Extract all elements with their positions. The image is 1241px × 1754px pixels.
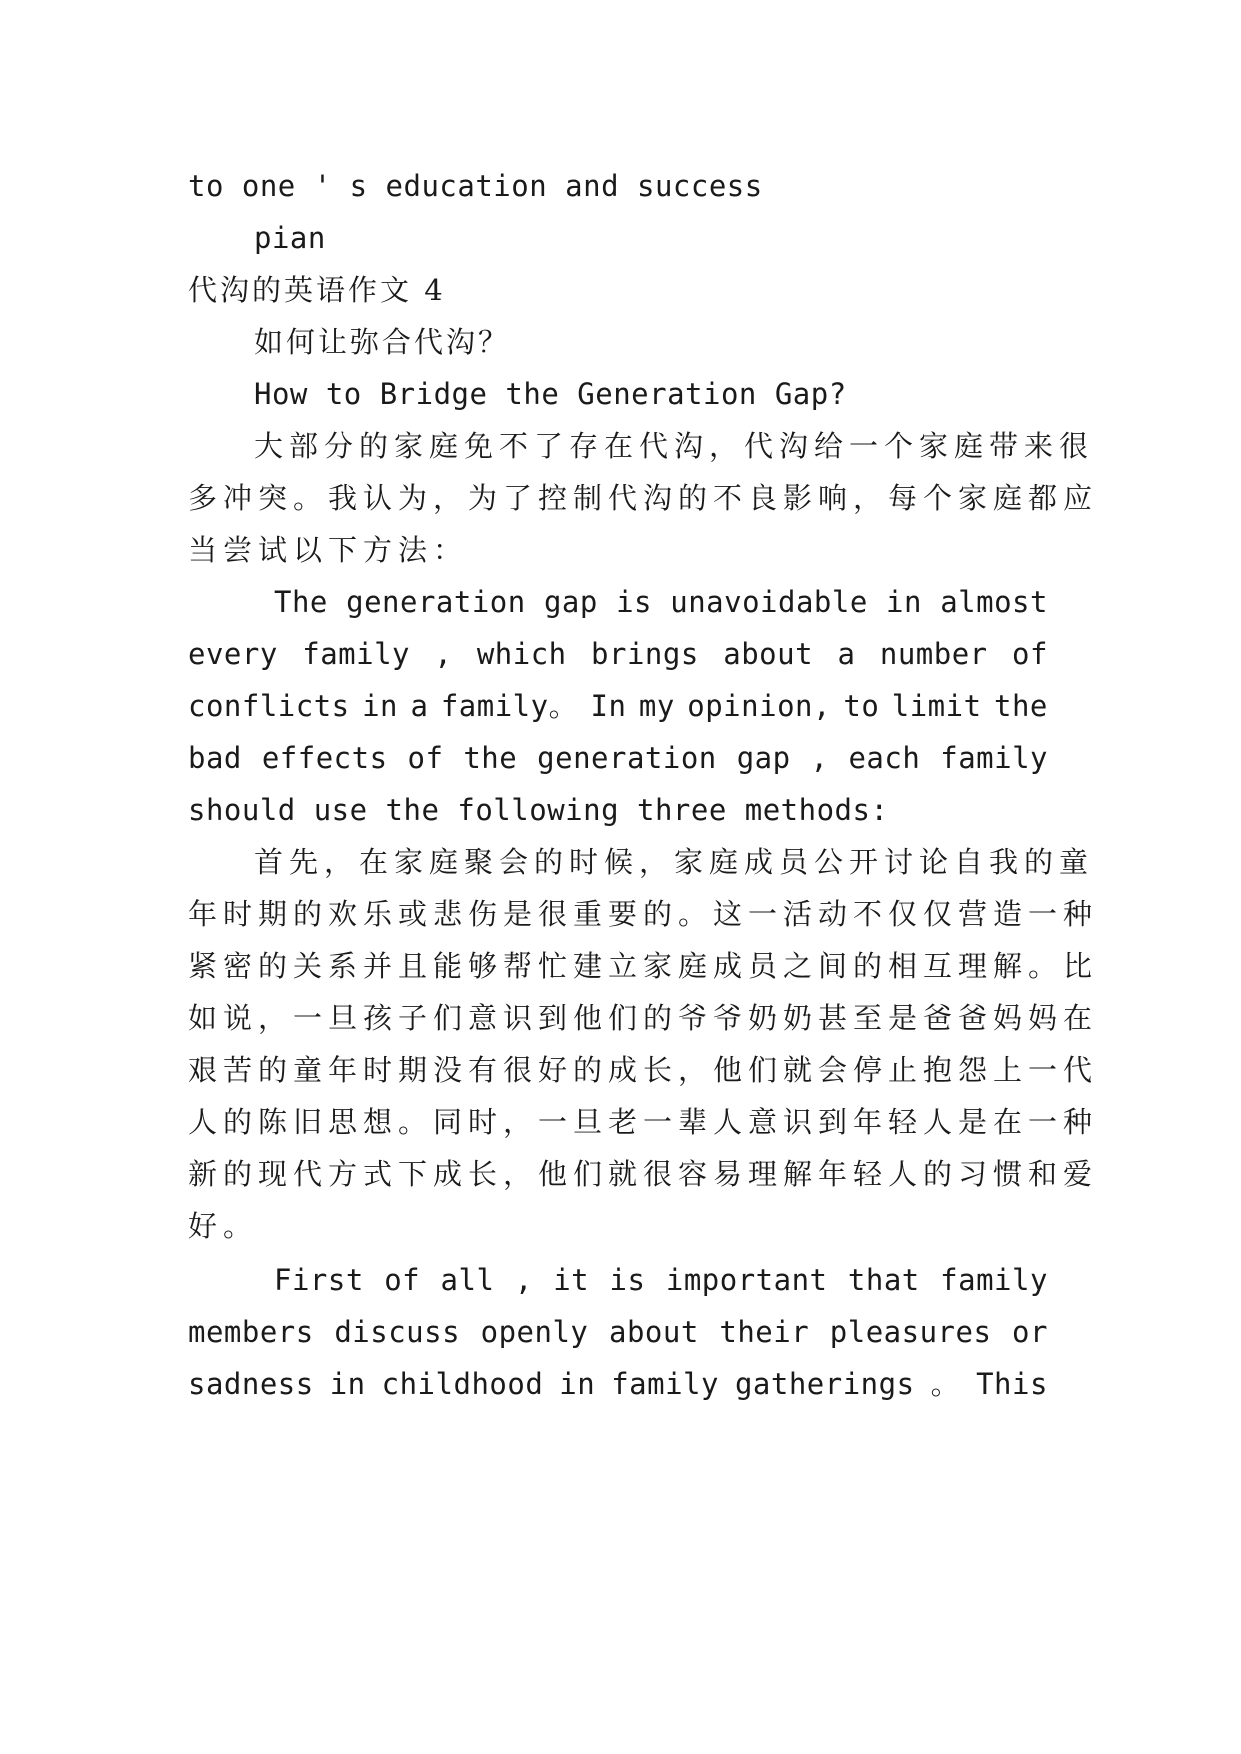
word: conflicts — [188, 689, 350, 723]
word: openly — [480, 1315, 589, 1349]
paragraph-line: should use the following three methods: — [188, 793, 889, 827]
paragraph-line — [0, 634, 1241, 674]
word: their — [719, 1315, 810, 1349]
chinese-title: 如何让弥合代沟？ — [254, 325, 511, 359]
word: unavoidable — [670, 585, 868, 619]
word: about — [608, 1315, 699, 1349]
word: limit — [891, 689, 982, 723]
word: in — [886, 585, 922, 619]
word: The — [274, 585, 328, 619]
paragraph-line: 新的现代方式下成长，他们就很容易理解年轻人的习惯和爱 — [188, 1157, 1099, 1191]
word: almost — [940, 585, 1048, 619]
paragraph-line: 人的陈旧思想。同时，一旦老一辈人意识到年轻人是在一种 — [188, 1105, 1099, 1139]
word: In — [590, 689, 627, 723]
word: that — [847, 1263, 920, 1297]
word: about — [723, 637, 814, 671]
word: of — [407, 741, 444, 775]
text-line: to one ' s education and success — [188, 169, 763, 203]
word: of — [1012, 637, 1048, 671]
english-title: How to Bridge the Generation Gap? — [254, 377, 847, 411]
paragraph-line — [0, 582, 1241, 622]
word: members — [188, 1315, 314, 1349]
word: family — [940, 1263, 1048, 1297]
word: childhood — [381, 1367, 544, 1401]
word: gap — [736, 741, 791, 775]
word: gap — [543, 585, 598, 619]
word: opinion, — [687, 689, 831, 723]
paragraph-line: 多冲突。我认为，为了控制代沟的不良影响，每个家庭都应 — [188, 481, 1099, 515]
word: in — [329, 1367, 366, 1401]
word: effects — [261, 741, 388, 775]
word: number — [879, 637, 988, 671]
paragraph-line — [0, 1312, 1241, 1352]
word: it — [553, 1263, 590, 1297]
word: the — [994, 689, 1048, 723]
word: This — [976, 1367, 1048, 1401]
word: in — [362, 689, 398, 723]
word: family — [302, 637, 410, 671]
text-line: pian — [254, 221, 326, 255]
word: the — [463, 741, 518, 775]
section-heading: 代沟的英语作文 4 — [188, 273, 446, 307]
word: every — [188, 637, 278, 671]
word: , — [434, 637, 453, 671]
word: sadness — [188, 1367, 314, 1401]
word: in — [559, 1367, 596, 1401]
paragraph-line: 如说，一旦孩子们意识到他们的爷爷奶奶甚至是爸爸妈妈在 — [188, 1001, 1099, 1035]
word: pleasures — [829, 1315, 992, 1349]
word: a — [837, 637, 856, 671]
paragraph-line: 首先，在家庭聚会的时候，家庭成员公开讨论自我的童 — [254, 845, 1095, 879]
word: each — [848, 741, 921, 775]
word: bad — [188, 741, 242, 775]
word: , — [514, 1263, 533, 1297]
word: family。 — [440, 689, 579, 723]
word: my — [638, 689, 675, 723]
word: , — [810, 741, 829, 775]
paragraph-line: 紧密的关系并且能够帮忙建立家庭成员之间的相互理解。比 — [188, 949, 1099, 983]
word: of — [384, 1263, 421, 1297]
word: is — [609, 1263, 646, 1297]
paragraph-line — [0, 1260, 1241, 1300]
word: gatherings — [734, 1367, 915, 1401]
word: a — [410, 689, 429, 723]
paragraph-line: 好。 — [188, 1209, 259, 1243]
paragraph-line — [0, 738, 1241, 778]
word: family — [611, 1367, 719, 1401]
word: which — [476, 637, 567, 671]
word: or — [1012, 1315, 1048, 1349]
word: 。 — [930, 1367, 961, 1401]
word: First — [274, 1263, 364, 1297]
paragraph-line: 大部分的家庭免不了存在代沟，代沟给一个家庭带来很 — [254, 429, 1095, 463]
word: brings — [591, 637, 699, 671]
word: is — [616, 585, 653, 619]
word: family — [940, 741, 1048, 775]
paragraph-line: 艰苦的童年时期没有很好的成长，他们就会停止抱怨上一代 — [188, 1053, 1099, 1087]
paragraph-line: 年时期的欢乐或悲伤是很重要的。这一活动不仅仅营造一种 — [188, 897, 1099, 931]
word: important — [665, 1263, 828, 1297]
word: to — [843, 689, 880, 723]
paragraph-line — [0, 686, 1241, 726]
paragraph-line — [0, 1364, 1241, 1404]
word: all — [440, 1263, 495, 1297]
word: discuss — [334, 1315, 461, 1349]
word: generation — [537, 741, 717, 775]
word: generation — [346, 585, 526, 619]
paragraph-line: 当尝试以下方法： — [188, 533, 469, 567]
